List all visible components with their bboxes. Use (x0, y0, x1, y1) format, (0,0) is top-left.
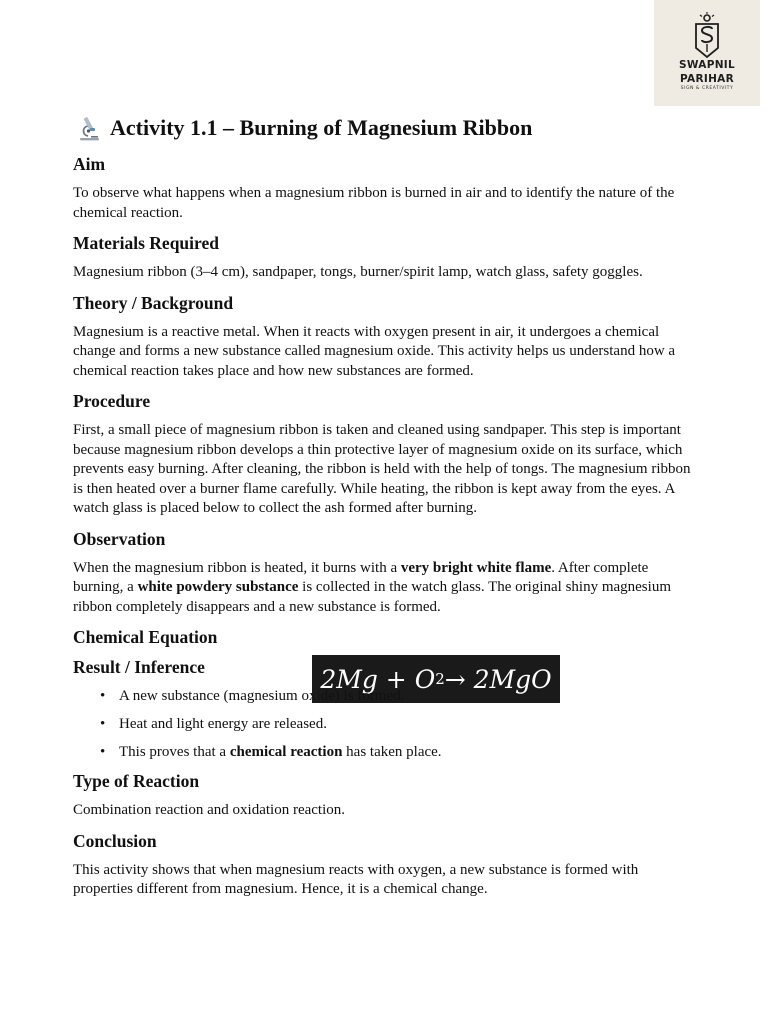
type-text: Combination reaction and oxidation reaction. (73, 802, 346, 818)
microscope-icon (77, 115, 101, 141)
result-item-3-pre: This proves that a (119, 744, 230, 760)
type-heading: Type of Reaction (73, 771, 200, 791)
result-item-2: • Heat and light energy are released. (73, 715, 698, 735)
theory-heading: Theory / Background (73, 292, 234, 313)
result-item-3-bold: chemical reaction (229, 744, 343, 760)
procedure-heading: Procedure (73, 391, 151, 411)
theory-text: Magnesium is a reactive metal. When it reacts with oxygen present in air, it undergoes a chemical change and forms a new substance called magnesium oxide. This activity helps us understand how a chemical reaction takes place and how new substances are formed. (73, 323, 676, 379)
aim-heading: Aim (73, 154, 106, 174)
result-heading: Result / Inference (73, 657, 205, 677)
conclusion-heading: Conclusion (73, 830, 157, 851)
conclusion-text: This activity shows that when magnesium reacts with oxygen, a new substance is formed with properties different from magnesium. Hence, it is a chemical change. (73, 861, 639, 897)
pen-nib-logo-icon (687, 12, 727, 58)
observation-text-part1: When the magnesium ribbon is heated, it burns with a (73, 559, 401, 576)
observation-text-part3: is collected in the watch glass. The original shiny magnesium ribbon completely disappears and a new substance is formed. (73, 579, 671, 615)
brand-name-line2: PARIHAR (680, 72, 734, 85)
page-title-text: Activity 1.1 – Burning of Magnesium Ribbon (110, 115, 533, 140)
procedure-text: First, a small piece of magnesium ribbon is taken and cleaned using sandpaper. This step is important because magnesium ribbon develops a thin protective layer of magnesium oxide on its surface, which prevents easy burning. After cleaning, the ribbon is held with the help of tongs. The magnesium ribbon is then heated over a burner flame carefully. While heating, the ribbon is kept away from the eyes. A watch glass is placed below to collect the ash formed after burning. (73, 422, 691, 516)
page-title (77, 112, 698, 144)
equation-rhs: → 2MgO (444, 664, 552, 694)
aim-text: To observe what happens when a magnesium ribbon is burned in air and to identify the nature of the chemical reaction. (73, 185, 675, 221)
brand-logo (654, 0, 760, 106)
materials-text: Magnesium ribbon (3–4 cm), sandpaper, tongs, burner/spirit lamp, watch glass, safety goggles. (73, 264, 643, 280)
result-list (73, 687, 698, 763)
result-item-3-post: has taken place. (342, 744, 442, 760)
document-body (73, 112, 698, 910)
materials-heading: Materials Required (73, 233, 219, 253)
equation-lhs: 2Mg + O (320, 664, 436, 694)
equation-heading: Chemical Equation (73, 627, 218, 647)
observation-text-part2: . After complete burning, a (73, 559, 649, 595)
observation-heading: Observation (73, 528, 166, 549)
observation-bold-substance: white powdery substance (137, 579, 299, 595)
result-item-1: • A new substance (magnesium oxide) is formed. (73, 687, 698, 707)
observation-bold-flame: very bright white flame (400, 559, 552, 576)
equation-subscript: 2 (435, 670, 445, 688)
observation-text (73, 559, 698, 618)
result-item-3 (73, 743, 698, 763)
brand-tagline: SIGN & CREATIVITY (680, 86, 734, 91)
brand-name-line1: SWAPNIL (679, 59, 735, 71)
